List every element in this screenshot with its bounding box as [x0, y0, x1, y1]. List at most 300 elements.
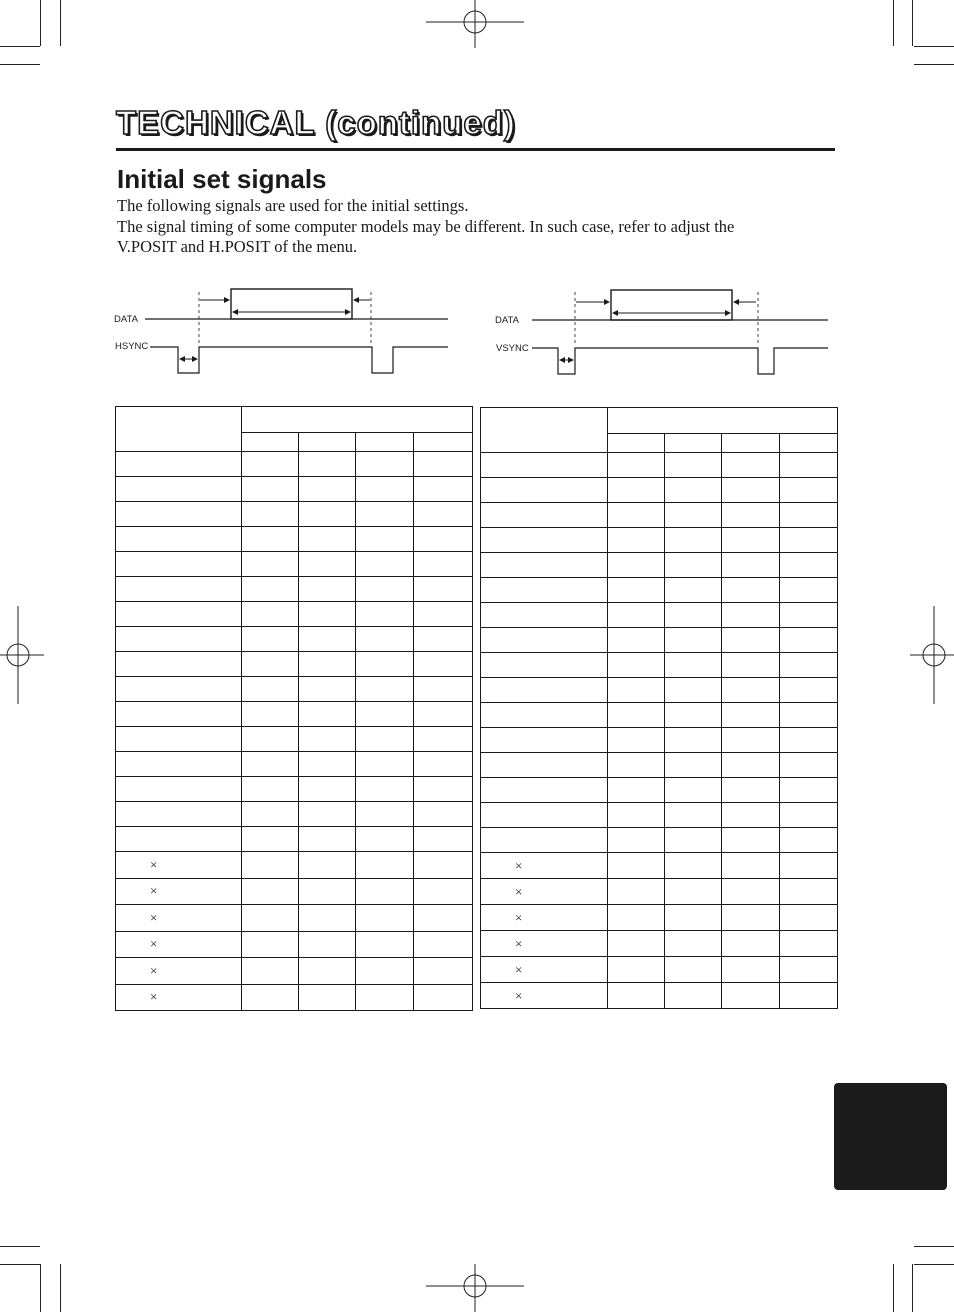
table-cell	[780, 879, 838, 905]
table-cell	[116, 477, 242, 502]
table-cell	[722, 653, 780, 678]
vertical-timing-diagram	[490, 284, 835, 379]
table-cell	[356, 502, 414, 527]
table-cell	[780, 753, 838, 778]
table-cell	[299, 602, 356, 627]
table-cell	[780, 853, 838, 879]
table-cell	[481, 603, 608, 628]
table-cell	[116, 802, 242, 827]
table-cell	[414, 527, 473, 552]
table-cell	[481, 453, 608, 478]
table-cell	[780, 603, 838, 628]
crop-mark	[40, 1264, 41, 1312]
table-cell	[780, 503, 838, 528]
table-cell	[481, 628, 608, 653]
table-row	[481, 905, 838, 931]
table-row	[481, 628, 838, 653]
table-header-cell	[299, 433, 356, 452]
table-row	[481, 728, 838, 753]
table-row	[481, 503, 838, 528]
table-cell	[665, 703, 722, 728]
table-cell	[116, 852, 242, 879]
table-cell	[665, 728, 722, 753]
table-cell	[722, 628, 780, 653]
crop-mark	[912, 1264, 913, 1312]
table-cell	[242, 905, 299, 932]
table-cell	[242, 577, 299, 602]
table-cell	[665, 853, 722, 879]
table-cell	[481, 983, 608, 1009]
table-cell	[665, 528, 722, 553]
table-row	[481, 879, 838, 905]
crop-mark	[60, 1264, 61, 1312]
crop-mark	[912, 0, 913, 46]
v-active-data-box	[611, 290, 732, 320]
table-cell	[116, 777, 242, 802]
table-cell	[299, 527, 356, 552]
table-cell	[414, 777, 473, 802]
table-cell	[299, 827, 356, 852]
table-cell	[780, 628, 838, 653]
table-row	[116, 878, 473, 905]
table-cell	[414, 552, 473, 577]
table-header-cell	[242, 433, 299, 452]
horizontal-timing-diagram	[110, 284, 455, 379]
table-cell	[299, 727, 356, 752]
table-cell	[481, 728, 608, 753]
table-cell	[356, 878, 414, 905]
table-cell	[722, 803, 780, 828]
table-cell	[356, 777, 414, 802]
hsync-label: HSYNC	[115, 341, 149, 352]
table-cell	[356, 552, 414, 577]
crop-mark	[0, 46, 40, 47]
table-cell	[116, 502, 242, 527]
table-cell	[780, 678, 838, 703]
table-header-cell	[780, 434, 838, 453]
table-cell	[414, 677, 473, 702]
table-header-cell	[665, 434, 722, 453]
table-cell	[356, 752, 414, 777]
table-row	[116, 905, 473, 932]
table-cell	[242, 852, 299, 879]
table-cell	[722, 828, 780, 853]
table-cell	[780, 957, 838, 983]
table-cell	[608, 528, 665, 553]
table-cell	[299, 702, 356, 727]
multiply-sign: ×	[150, 989, 158, 1005]
table-row	[481, 703, 838, 728]
table-cell	[780, 728, 838, 753]
table-cell	[608, 879, 665, 905]
table-cell	[299, 552, 356, 577]
table-row	[116, 502, 473, 527]
table-cell	[665, 753, 722, 778]
table-cell	[242, 702, 299, 727]
table-cell	[356, 931, 414, 958]
table-row	[116, 827, 473, 852]
table-cell	[481, 578, 608, 603]
table-cell	[722, 603, 780, 628]
table-cell	[414, 602, 473, 627]
table-cell	[414, 502, 473, 527]
table-cell	[481, 905, 608, 931]
table-cell	[608, 628, 665, 653]
table-cell	[481, 653, 608, 678]
table-cell	[356, 984, 414, 1011]
crop-mark	[914, 1264, 954, 1265]
v-data-label: DATA	[495, 315, 519, 326]
registration-mark-right	[904, 606, 954, 706]
table-row	[481, 578, 838, 603]
table-cell	[414, 958, 473, 985]
table-cell	[780, 553, 838, 578]
table-cell	[481, 553, 608, 578]
registration-mark-top	[426, 0, 526, 50]
table-cell	[722, 678, 780, 703]
table-cell	[414, 627, 473, 652]
table-header-cell	[608, 434, 665, 453]
table-cell	[242, 477, 299, 502]
table-cell	[242, 552, 299, 577]
table-cell	[414, 984, 473, 1011]
table-cell	[242, 602, 299, 627]
table-cell	[722, 503, 780, 528]
table-cell	[242, 627, 299, 652]
table-row	[116, 627, 473, 652]
table-cell	[608, 983, 665, 1009]
table-cell	[608, 931, 665, 957]
crop-mark	[40, 0, 41, 46]
table-cell	[722, 778, 780, 803]
table-header-cell	[608, 408, 838, 434]
table-cell	[780, 528, 838, 553]
table-cell	[481, 957, 608, 983]
table-cell	[608, 905, 665, 931]
section-title: Initial set signals	[117, 164, 327, 194]
table-row	[481, 828, 838, 853]
table-cell	[665, 653, 722, 678]
table-cell	[780, 478, 838, 503]
table-cell	[481, 803, 608, 828]
table-row	[116, 477, 473, 502]
table-row	[116, 958, 473, 985]
table-cell	[608, 957, 665, 983]
table-cell	[722, 931, 780, 957]
table-cell	[665, 628, 722, 653]
table-cell	[722, 553, 780, 578]
table-cell	[780, 653, 838, 678]
table-row	[116, 931, 473, 958]
crop-mark	[914, 46, 954, 47]
table-cell	[414, 702, 473, 727]
table-row	[116, 852, 473, 879]
table-cell	[356, 727, 414, 752]
table-cell	[414, 852, 473, 879]
table-row	[481, 678, 838, 703]
table-header-row	[481, 408, 838, 434]
table-cell	[608, 578, 665, 603]
vsync-label: VSYNC	[496, 343, 529, 354]
table-row	[481, 983, 838, 1009]
h-active-data-box	[231, 289, 352, 319]
table-header-cell	[242, 407, 473, 433]
table-cell	[780, 578, 838, 603]
section-thumb-tab	[834, 1083, 947, 1190]
multiply-sign: ×	[150, 936, 158, 952]
table-cell	[722, 478, 780, 503]
table-cell	[780, 453, 838, 478]
table-cell	[608, 678, 665, 703]
table-cell	[356, 702, 414, 727]
table-cell	[414, 652, 473, 677]
table-cell	[414, 931, 473, 958]
table-cell	[722, 853, 780, 879]
table-cell	[242, 827, 299, 852]
table-cell	[481, 828, 608, 853]
intro-line-1: The following signals are used for the initial settings.	[117, 196, 469, 215]
heading-rule	[116, 148, 835, 151]
table-cell	[242, 931, 299, 958]
table-cell	[116, 827, 242, 852]
table-cell	[299, 752, 356, 777]
table-cell	[242, 677, 299, 702]
multiply-sign: ×	[150, 962, 158, 978]
table-cell	[722, 753, 780, 778]
table-cell	[780, 931, 838, 957]
table-cell	[481, 879, 608, 905]
table-cell	[356, 802, 414, 827]
table-cell	[780, 905, 838, 931]
table-cell	[608, 653, 665, 678]
table-cell	[722, 983, 780, 1009]
table-cell	[116, 752, 242, 777]
table-cell	[356, 677, 414, 702]
table-row	[481, 553, 838, 578]
table-cell	[299, 931, 356, 958]
table-row	[481, 478, 838, 503]
table-header-cell	[481, 408, 608, 453]
multiply-sign: ×	[515, 883, 523, 899]
table-cell	[116, 452, 242, 477]
intro-line-3: V.POSIT and H.POSIT of the menu.	[117, 237, 358, 256]
registration-mark-bottom	[426, 1262, 526, 1312]
table-cell	[242, 752, 299, 777]
table-cell	[608, 703, 665, 728]
table-cell	[356, 627, 414, 652]
table-row	[116, 752, 473, 777]
table-cell	[481, 931, 608, 957]
table-cell	[356, 577, 414, 602]
crop-mark	[0, 64, 40, 65]
table-cell	[242, 878, 299, 905]
table-row	[481, 778, 838, 803]
crop-mark	[893, 0, 894, 46]
table-cell	[299, 652, 356, 677]
table-cell	[414, 802, 473, 827]
table-cell	[242, 777, 299, 802]
table-cell	[116, 627, 242, 652]
table-cell	[608, 753, 665, 778]
table-cell	[481, 528, 608, 553]
table-row	[116, 727, 473, 752]
table-cell	[414, 752, 473, 777]
vsync-waveform	[532, 348, 828, 374]
table-row	[116, 602, 473, 627]
table-cell	[299, 905, 356, 932]
table-cell	[116, 958, 242, 985]
multiply-sign: ×	[515, 909, 523, 925]
table-cell	[608, 453, 665, 478]
table-cell	[608, 778, 665, 803]
table-cell	[356, 827, 414, 852]
horizontal-timing-table	[115, 406, 473, 1011]
table-cell	[665, 778, 722, 803]
table-cell	[242, 502, 299, 527]
table-row	[116, 527, 473, 552]
table-row	[481, 603, 838, 628]
table-cell	[116, 527, 242, 552]
table-cell	[665, 957, 722, 983]
table-cell	[116, 602, 242, 627]
table-row	[481, 803, 838, 828]
table-cell	[299, 777, 356, 802]
table-cell	[780, 703, 838, 728]
table-cell	[665, 478, 722, 503]
table-cell	[608, 603, 665, 628]
table-cell	[780, 778, 838, 803]
table-row	[116, 452, 473, 477]
table-cell	[608, 553, 665, 578]
table-cell	[299, 984, 356, 1011]
table-cell	[665, 578, 722, 603]
table-cell	[414, 878, 473, 905]
multiply-sign: ×	[150, 856, 158, 872]
table-cell	[116, 905, 242, 932]
table-cell	[665, 879, 722, 905]
table-cell	[116, 984, 242, 1011]
table-cell	[722, 957, 780, 983]
table-cell	[608, 503, 665, 528]
table-cell	[414, 827, 473, 852]
table-cell	[242, 652, 299, 677]
table-cell	[356, 527, 414, 552]
table-cell	[116, 727, 242, 752]
registration-mark-left	[0, 606, 50, 706]
page-heading: TECHNICAL (continued)	[116, 104, 516, 141]
crop-mark	[0, 1264, 40, 1265]
table-cell	[242, 802, 299, 827]
table-cell	[665, 828, 722, 853]
table-cell	[665, 603, 722, 628]
table-row	[116, 552, 473, 577]
table-cell	[116, 552, 242, 577]
table-row	[481, 653, 838, 678]
table-cell	[299, 878, 356, 905]
table-row	[116, 777, 473, 802]
table-cell	[722, 703, 780, 728]
table-cell	[299, 577, 356, 602]
table-cell	[481, 778, 608, 803]
table-cell	[780, 803, 838, 828]
multiply-sign: ×	[515, 857, 523, 873]
table-cell	[608, 478, 665, 503]
table-header-cell	[414, 433, 473, 452]
multiply-sign: ×	[150, 883, 158, 899]
table-row	[481, 853, 838, 879]
table-cell	[299, 452, 356, 477]
table-row	[116, 652, 473, 677]
multiply-sign: ×	[515, 961, 523, 977]
table-cell	[780, 828, 838, 853]
table-cell	[414, 577, 473, 602]
table-cell	[665, 503, 722, 528]
vertical-timing-table	[480, 407, 838, 1009]
table-cell	[414, 727, 473, 752]
table-cell	[722, 728, 780, 753]
h-data-label: DATA	[114, 314, 138, 325]
table-cell	[414, 477, 473, 502]
table-cell	[665, 983, 722, 1009]
table-cell	[242, 984, 299, 1011]
table-cell	[481, 478, 608, 503]
table-cell	[356, 602, 414, 627]
table-cell	[481, 503, 608, 528]
table-cell	[722, 905, 780, 931]
table-cell	[356, 652, 414, 677]
crop-mark	[914, 1246, 954, 1247]
table-cell	[481, 753, 608, 778]
table-cell	[116, 931, 242, 958]
table-cell	[356, 905, 414, 932]
table-row	[481, 931, 838, 957]
table-cell	[722, 453, 780, 478]
table-cell	[722, 528, 780, 553]
table-row	[116, 802, 473, 827]
table-cell	[356, 852, 414, 879]
intro-line-2: The signal timing of some computer models may be different. In such case, refer to adjust the	[117, 217, 735, 236]
table-cell	[608, 828, 665, 853]
table-header-cell	[356, 433, 414, 452]
table-row	[116, 577, 473, 602]
table-cell	[242, 958, 299, 985]
crop-mark	[60, 0, 61, 46]
table-cell	[299, 477, 356, 502]
table-cell	[356, 958, 414, 985]
table-cell	[356, 452, 414, 477]
table-row	[481, 753, 838, 778]
table-cell	[299, 802, 356, 827]
table-cell	[242, 452, 299, 477]
crop-mark	[914, 64, 954, 65]
table-cell	[665, 453, 722, 478]
table-cell	[116, 702, 242, 727]
table-cell	[481, 703, 608, 728]
hsync-waveform	[150, 347, 448, 373]
table-cell	[356, 477, 414, 502]
table-row	[116, 677, 473, 702]
table-header-cell	[116, 407, 242, 452]
table-cell	[414, 905, 473, 932]
table-cell	[299, 627, 356, 652]
table-cell	[299, 677, 356, 702]
table-row	[481, 957, 838, 983]
table-cell	[299, 958, 356, 985]
crop-mark	[0, 1246, 40, 1247]
table-cell	[299, 502, 356, 527]
table-cell	[242, 727, 299, 752]
table-cell	[414, 452, 473, 477]
